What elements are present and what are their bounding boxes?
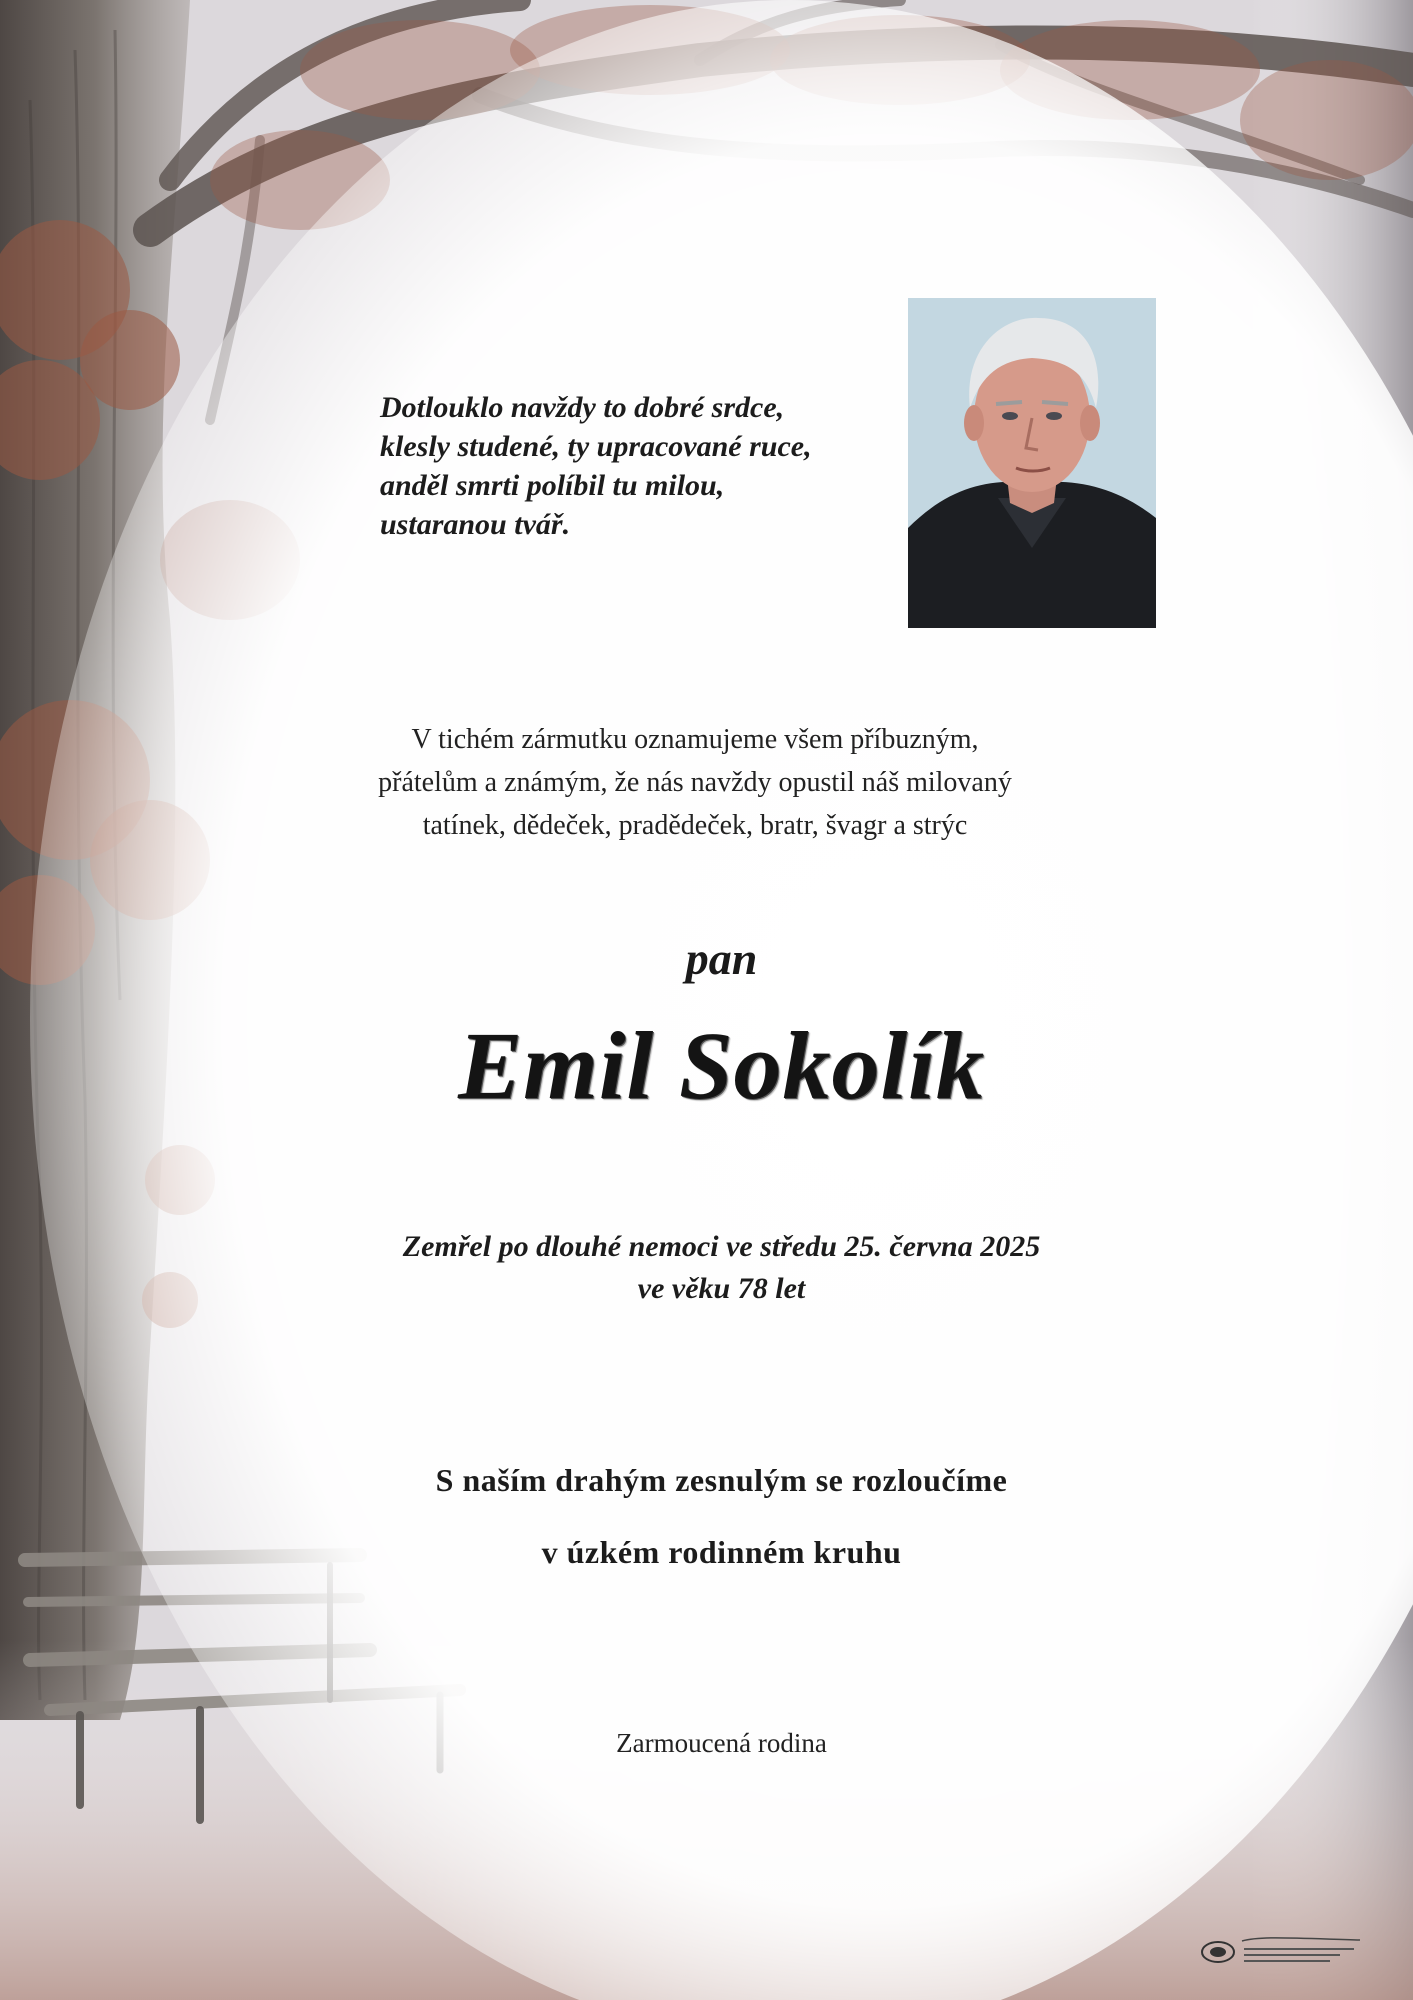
announcement-block — [230, 718, 1160, 847]
deceased-name: Emil Sokolík — [458, 1012, 985, 1119]
death-notice — [0, 1226, 1413, 1310]
poem-line: klesly studené, ty upracované ruce, — [380, 430, 812, 463]
announcement-line: tatínek, dědeček, pradědeček, bratr, švagr a strýc — [422, 810, 968, 841]
death-notice-line: Zemřel po dlouhé nemoci ve středu 25. června 2025 — [402, 1230, 1041, 1263]
poem-line: anděl smrti políbil tu milou, — [380, 469, 725, 502]
announcement-line: V tichém zármutku oznamujeme všem příbuzným, — [411, 724, 979, 755]
person-portrait-icon — [908, 298, 1156, 628]
farewell-line: S naším drahým zesnulým se rozloučíme — [435, 1462, 1008, 1498]
death-notice-age: ve věku 78 let — [637, 1272, 806, 1305]
poem-line: ustaranou tvář. — [380, 508, 571, 541]
poem-line: Dotlouklo navždy to dobré srdce, — [380, 391, 785, 424]
family-signature: Zarmoucená rodina — [616, 1728, 827, 1758]
farewell-line: v úzkém rodinném kruhu — [541, 1534, 902, 1570]
honorific-title: pan — [685, 933, 758, 984]
portrait-photo — [908, 298, 1156, 628]
funeral-service-logo-icon — [1200, 1932, 1370, 1968]
poem-block — [380, 388, 940, 544]
announcement-line: přátelům a známým, že nás navždy opustil náš milovaný — [378, 767, 1012, 798]
